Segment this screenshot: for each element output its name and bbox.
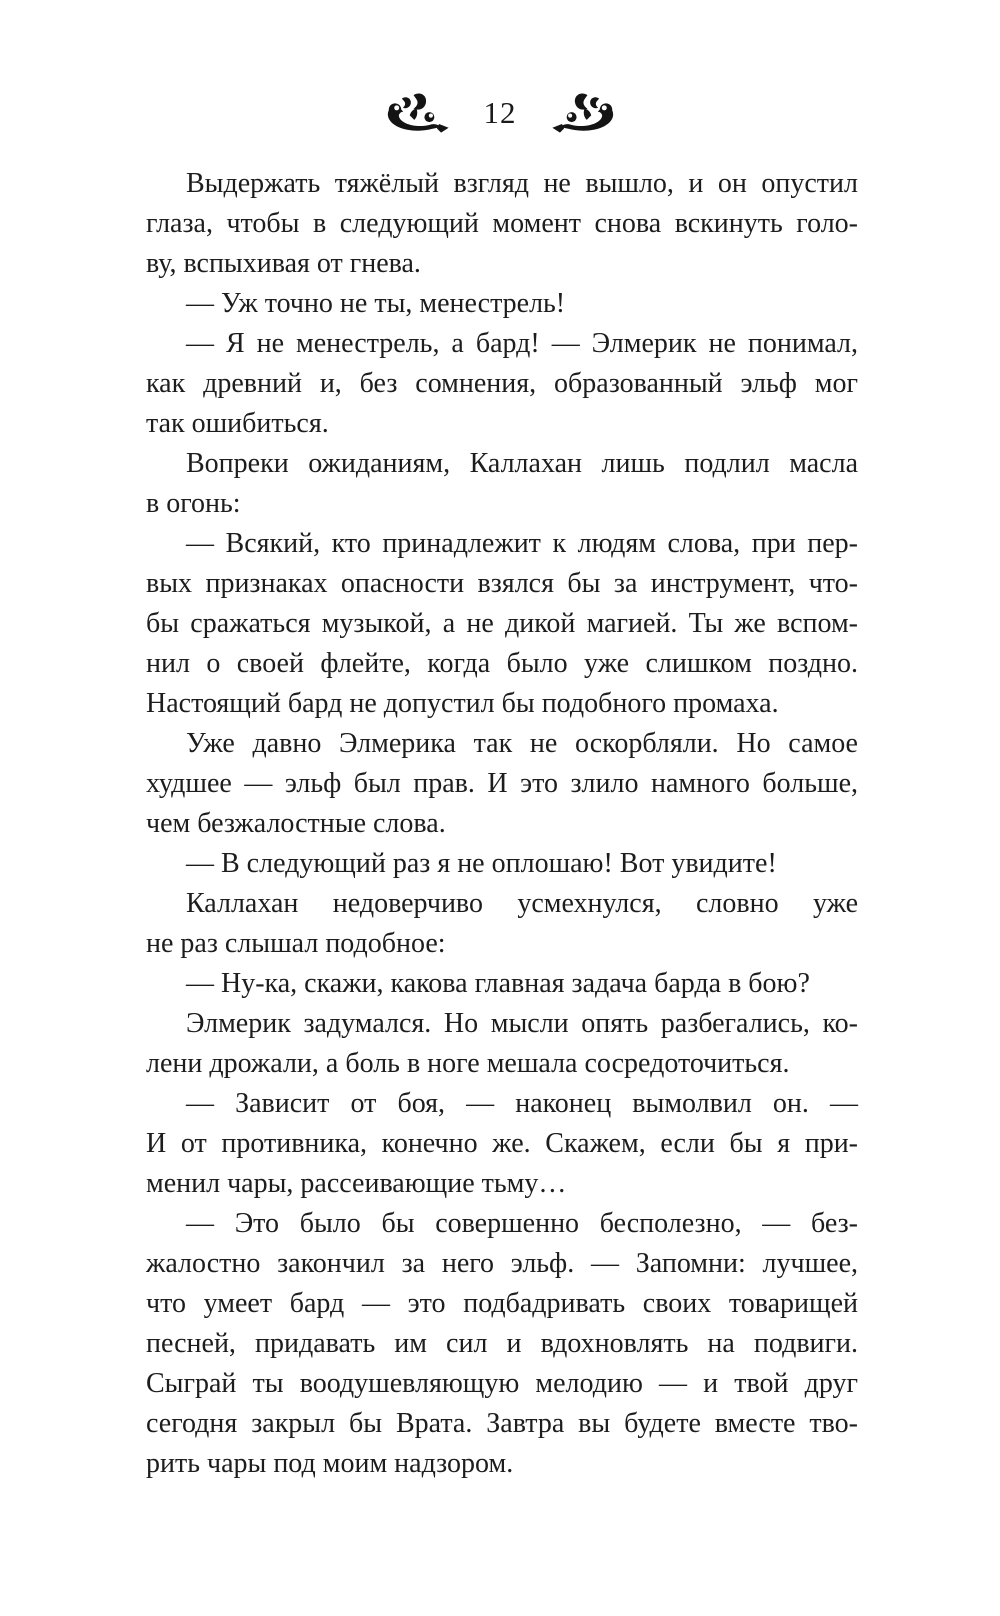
text-line: Уже давно Элмерика так не оскорбляли. Но самое	[186, 728, 858, 759]
text-line: сегодня закрыл бы Врата. Завтра вы будете вместе тво-	[146, 1408, 858, 1439]
text-line: жалостно закончил за него эльф. — Запомни: лучшее,	[146, 1248, 858, 1279]
paragraph	[146, 724, 858, 844]
paragraph	[146, 884, 858, 964]
page-header	[0, 86, 1000, 140]
text-line: что умеет бард — это подбадривать своих товарищей	[146, 1288, 858, 1319]
text-line: — Ну-ка, скажи, какова главная задача барда в бою?	[186, 968, 810, 999]
paragraph	[146, 1004, 858, 1084]
paragraph	[146, 964, 858, 1004]
paragraph	[146, 164, 858, 284]
text-line: Выдержать тяжёлый взгляд не вышло, и он опустил	[186, 168, 858, 199]
text-line: Сыграй ты воодушевляющую мелодию — и твой друг	[146, 1368, 858, 1399]
paragraph	[146, 1204, 858, 1484]
paragraph	[146, 284, 858, 324]
text-line: рить чары под моим надзором.	[146, 1448, 514, 1479]
text-line: Вопреки ожиданиям, Каллахан лишь подлил масла	[186, 448, 858, 479]
text-line: И от противника, конечно же. Скажем, если бы я при-	[146, 1128, 858, 1159]
paragraph	[146, 444, 858, 524]
paragraph	[146, 324, 858, 444]
text-line: так ошибиться.	[146, 408, 329, 439]
text-line: — Зависит от боя, — наконец вымолвил он. —	[186, 1088, 858, 1119]
text-line: — В следующий раз я не оплошаю! Вот увидите!	[186, 848, 777, 879]
text-line: в огонь:	[146, 488, 241, 519]
text-line: как древний и, без сомнения, образованный эльф мог	[146, 368, 858, 399]
fleuron-right-icon	[551, 88, 617, 138]
paragraph	[146, 844, 858, 884]
text-line: — Всякий, кто принадлежит к людям слова, при пер-	[186, 528, 858, 559]
text-line: бы сражаться музыкой, а не дикой магией. Ты же вспом-	[146, 608, 858, 639]
text-line: песней, придавать им сил и вдохновлять на подвиги.	[146, 1328, 858, 1359]
paragraph	[146, 524, 858, 724]
page-number: 12	[483, 95, 517, 130]
text-line: Каллахан недоверчиво усмехнулся, словно уже	[186, 888, 858, 919]
paragraph	[146, 1084, 858, 1204]
text-line: — Это было бы совершенно бесполезно, — без-	[186, 1208, 858, 1239]
fleuron-left-icon	[384, 88, 450, 138]
text-line: глаза, чтобы в следующий момент снова вскинуть голо-	[146, 208, 858, 239]
text-line: худшее — эльф был прав. И это злило намного больше,	[146, 768, 858, 799]
body-text	[146, 164, 858, 1484]
text-line: менил чары, рассеивающие тьму…	[146, 1168, 567, 1199]
text-line: вых признаках опасности взялся бы за инструмент, что-	[146, 568, 858, 599]
text-line: ву, вспыхивая от гнева.	[146, 248, 421, 279]
text-line: чем безжалостные слова.	[146, 808, 446, 839]
text-line: Настоящий бард не допустил бы подобного промаха.	[146, 688, 779, 719]
text-line: нил о своей флейте, когда было уже слишком поздно.	[146, 648, 858, 679]
text-line: — Я не менестрель, а бард! — Элмерик не понимал,	[186, 328, 858, 359]
text-line: — Уж точно не ты, менестрель!	[186, 288, 566, 319]
text-line: не раз слышал подобное:	[146, 928, 446, 959]
text-line: Элмерик задумался. Но мысли опять разбегались, ко-	[186, 1008, 858, 1039]
text-line: лени дрожали, а боль в ноге мешала сосредоточиться.	[146, 1048, 790, 1079]
